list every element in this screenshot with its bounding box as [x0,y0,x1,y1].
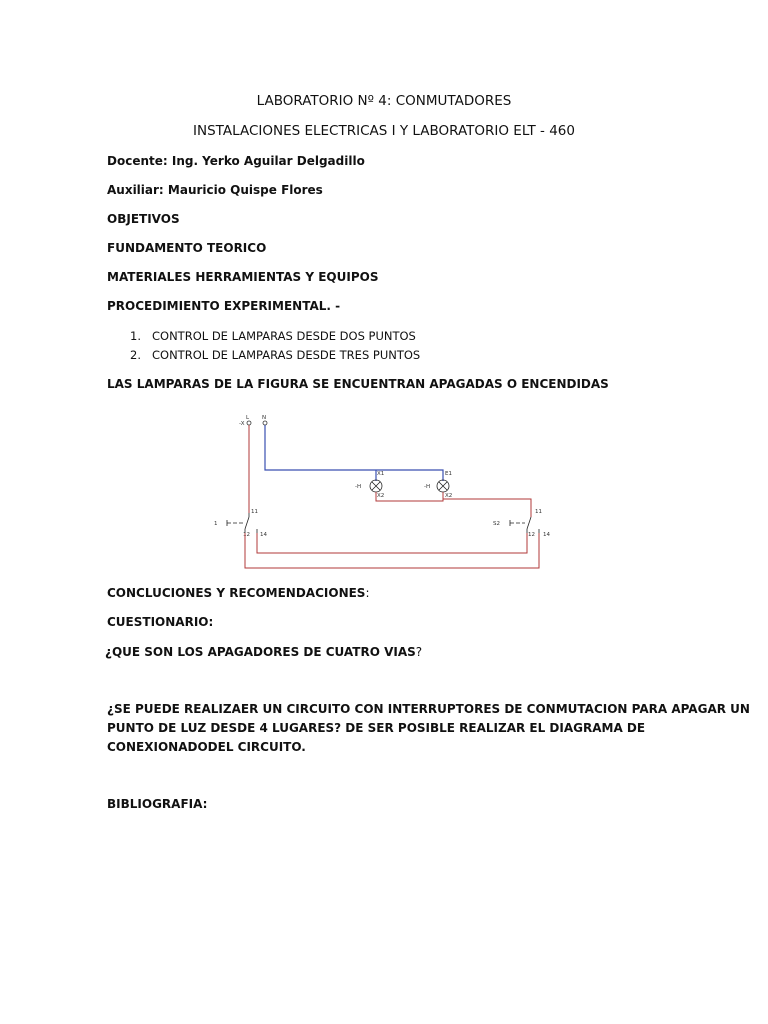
label-t12b: 12 [528,532,535,538]
label-s2: S2 [493,521,500,527]
question-2-line-1: ¿SE PUEDE REALIZAER UN CIRCUITO CON INTERRUPTORES DE CONMUTACION PARA APAGAR UN [107,702,750,716]
lamp-2 [437,480,449,492]
section-fundamento: FUNDAMENTO TEORICO [107,241,267,255]
section-bibliografia: BIBLIOGRAFIA: [107,797,208,811]
label-t14a: 14 [260,532,267,538]
docente-line: Docente: Ing. Yerko Aguilar Delgadillo [107,154,365,168]
switch-2 [510,517,539,533]
terminal-L [247,421,251,425]
label-t12a: 12 [243,532,250,538]
page-subtitle: INSTALACIONES ELECTRICAS I Y LABORATORIO ELT - 460 [193,123,575,139]
label-e2a: E1 [445,471,452,477]
section-procedimiento: PROCEDIMIENTO EXPERIMENTAL. - [107,299,341,313]
terminal-N [263,421,267,425]
label-e2b: X2 [445,493,453,499]
traveler-wire-2 [257,533,527,553]
conclusiones-text: CONCLUCIONES Y RECOMENDACIONES [107,586,366,600]
label-N: N [262,415,267,421]
switch-1 [227,513,257,533]
auxiliar-line: Auxiliar: Mauricio Quispe Flores [107,183,323,197]
figure-caption: LAS LAMPARAS DE LA FIGURA SE ENCUENTRAN APAGADAS O ENCENDIDAS [107,377,609,391]
question-1 [105,645,422,659]
label-t11b: 11 [535,509,542,515]
list-item-text: CONTROL DE LAMPARAS DESDE DOS PUNTOS [152,329,416,343]
list-item-number: 1. [130,329,141,343]
question-2-line-2: PUNTO DE LUZ DESDE 4 LUGARES? DE SER POSIBLE REALIZAR EL DIAGRAMA DE [107,721,646,735]
question-1-mark: ? [415,645,423,659]
section-cuestionario: CUESTIONARIO: [107,615,214,629]
section-conclusiones [107,586,370,600]
question-1-text: ¿QUE SON LOS APAGADORES DE CUATRO VIAS [105,645,416,659]
section-objetivos: OBJETIVOS [107,212,180,226]
section-materiales: MATERIALES HERRAMIENTAS Y EQUIPOS [107,270,379,284]
label-t14b: 14 [543,532,550,538]
page-title: LABORATORIO Nº 4: CONMUTADORES [256,93,512,109]
label-L: L [246,415,250,421]
traveler-top-wire [443,499,531,517]
label-e1a: X1 [377,471,385,477]
label-h1: -H [355,484,362,490]
lamp-return-wire [376,492,443,501]
circuit-diagram [205,405,565,575]
label-xk: -X [239,421,245,427]
label-s1: 1 [214,521,218,527]
lamp-1 [370,480,382,492]
question-2-line-3: CONEXIONADODEL CIRCUITO. [107,740,306,754]
label-t11a: 11 [251,509,258,515]
list-item-number: 2. [130,348,141,362]
conclusiones-colon: : [365,586,370,600]
label-e1b: X2 [377,493,385,499]
neutral-wire [265,425,443,481]
list-item-text: CONTROL DE LAMPARAS DESDE TRES PUNTOS [152,348,421,362]
traveler-wire-1 [245,533,539,568]
label-h2: -H [424,484,431,490]
